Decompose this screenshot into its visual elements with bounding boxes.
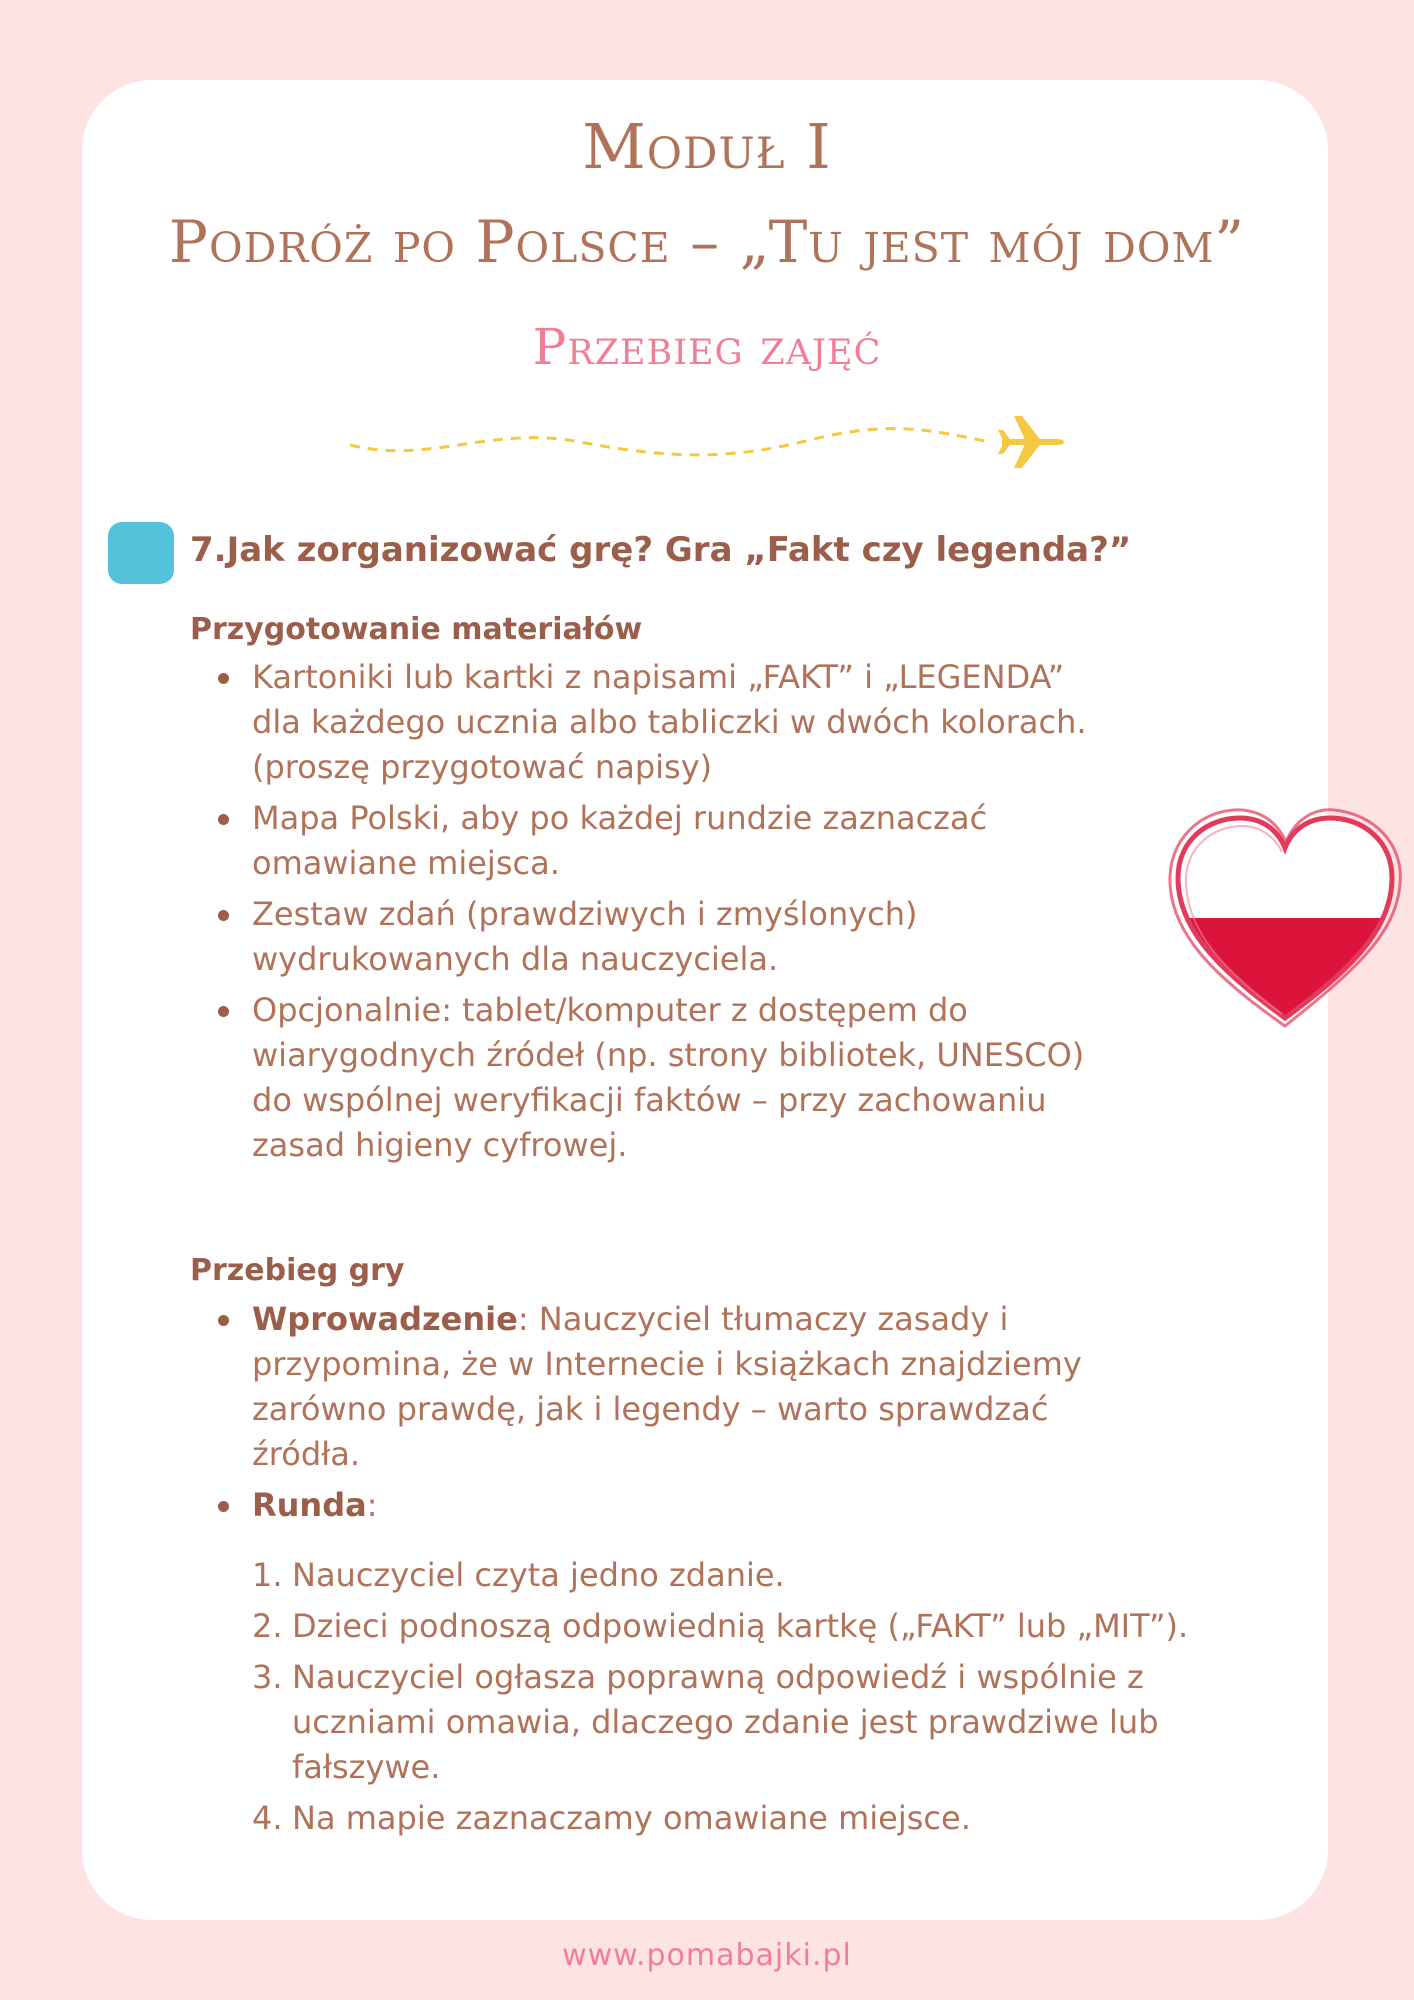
list-item: Wprowadzenie: Nauczyciel tłumaczy zasady i przypomina, że w Internecie i książkach znajdziemy zarówno prawdę, jak i legendy – warto sprawdzać źródła. bbox=[212, 1297, 1232, 1477]
list-item: 2. Dzieci podnoszą odpowiednią kartkę („FAKT” lub „MIT”). bbox=[252, 1607, 1189, 1645]
materials-list bbox=[212, 655, 1212, 1174]
lesson-plan-heading: Przebieg zajęć bbox=[532, 318, 882, 376]
list-item: 3. Nauczyciel ogłasza poprawną odpowiedź i wspólnie z uczniami omawia, dlaczego zdanie jest prawdziwe lub fałszywe. bbox=[252, 1658, 1159, 1786]
section-marker-icon bbox=[108, 522, 174, 584]
materials-heading: Przygotowanie materiałów bbox=[190, 612, 643, 647]
list-item: Zestaw zdań (prawdziwych i zmyślonych) wydrukowanych dla nauczyciela. bbox=[212, 892, 1212, 982]
module-subtitle: Podróż po Polsce – „Tu jest mój dom” bbox=[168, 208, 1246, 276]
bullet-icon bbox=[218, 814, 229, 825]
list-item: 4. Na mapie zaznaczamy omawiane miejsce. bbox=[252, 1799, 971, 1837]
airplane-icon bbox=[998, 416, 1064, 468]
list-item: Opcjonalnie: tablet/komputer z dostępem do wiarygodnych źródeł (np. strony bibliotek, UNESCO) do wspólnej weryfikacji faktów – przy zachowaniu zasad higieny cyfrowej. bbox=[212, 988, 1212, 1168]
bullet-icon bbox=[218, 910, 229, 921]
bullet-icon bbox=[218, 673, 229, 684]
list-item: Mapa Polski, aby po każdej rundzie zaznaczać omawiane miejsca. bbox=[212, 796, 1212, 886]
list-item: Runda: bbox=[212, 1483, 1232, 1528]
bullet-icon bbox=[218, 1501, 229, 1512]
game-heading: Przebieg gry bbox=[190, 1253, 405, 1288]
flight-path-decoration bbox=[350, 410, 1080, 480]
module-title: Moduł I bbox=[582, 110, 832, 183]
game-steps-list bbox=[212, 1297, 1232, 1534]
section-heading: 7.Jak zorganizować grę? Gra „Fakt czy legenda?” bbox=[190, 530, 1132, 570]
bullet-icon bbox=[218, 1315, 229, 1326]
bullet-icon bbox=[218, 1006, 229, 1017]
footer-website-link[interactable]: www.pomabajki.pl bbox=[562, 1938, 852, 1973]
polish-flag-heart-icon bbox=[1160, 800, 1410, 1040]
list-item: 1. Nauczyciel czyta jedno zdanie. bbox=[252, 1556, 785, 1594]
round-steps-list bbox=[252, 1553, 1302, 1847]
list-item: Kartoniki lub kartki z napisami „FAKT” i „LEGENDA” dla każdego ucznia albo tabliczki w dwóch kolorach. (proszę przygotować napisy) bbox=[212, 655, 1212, 790]
